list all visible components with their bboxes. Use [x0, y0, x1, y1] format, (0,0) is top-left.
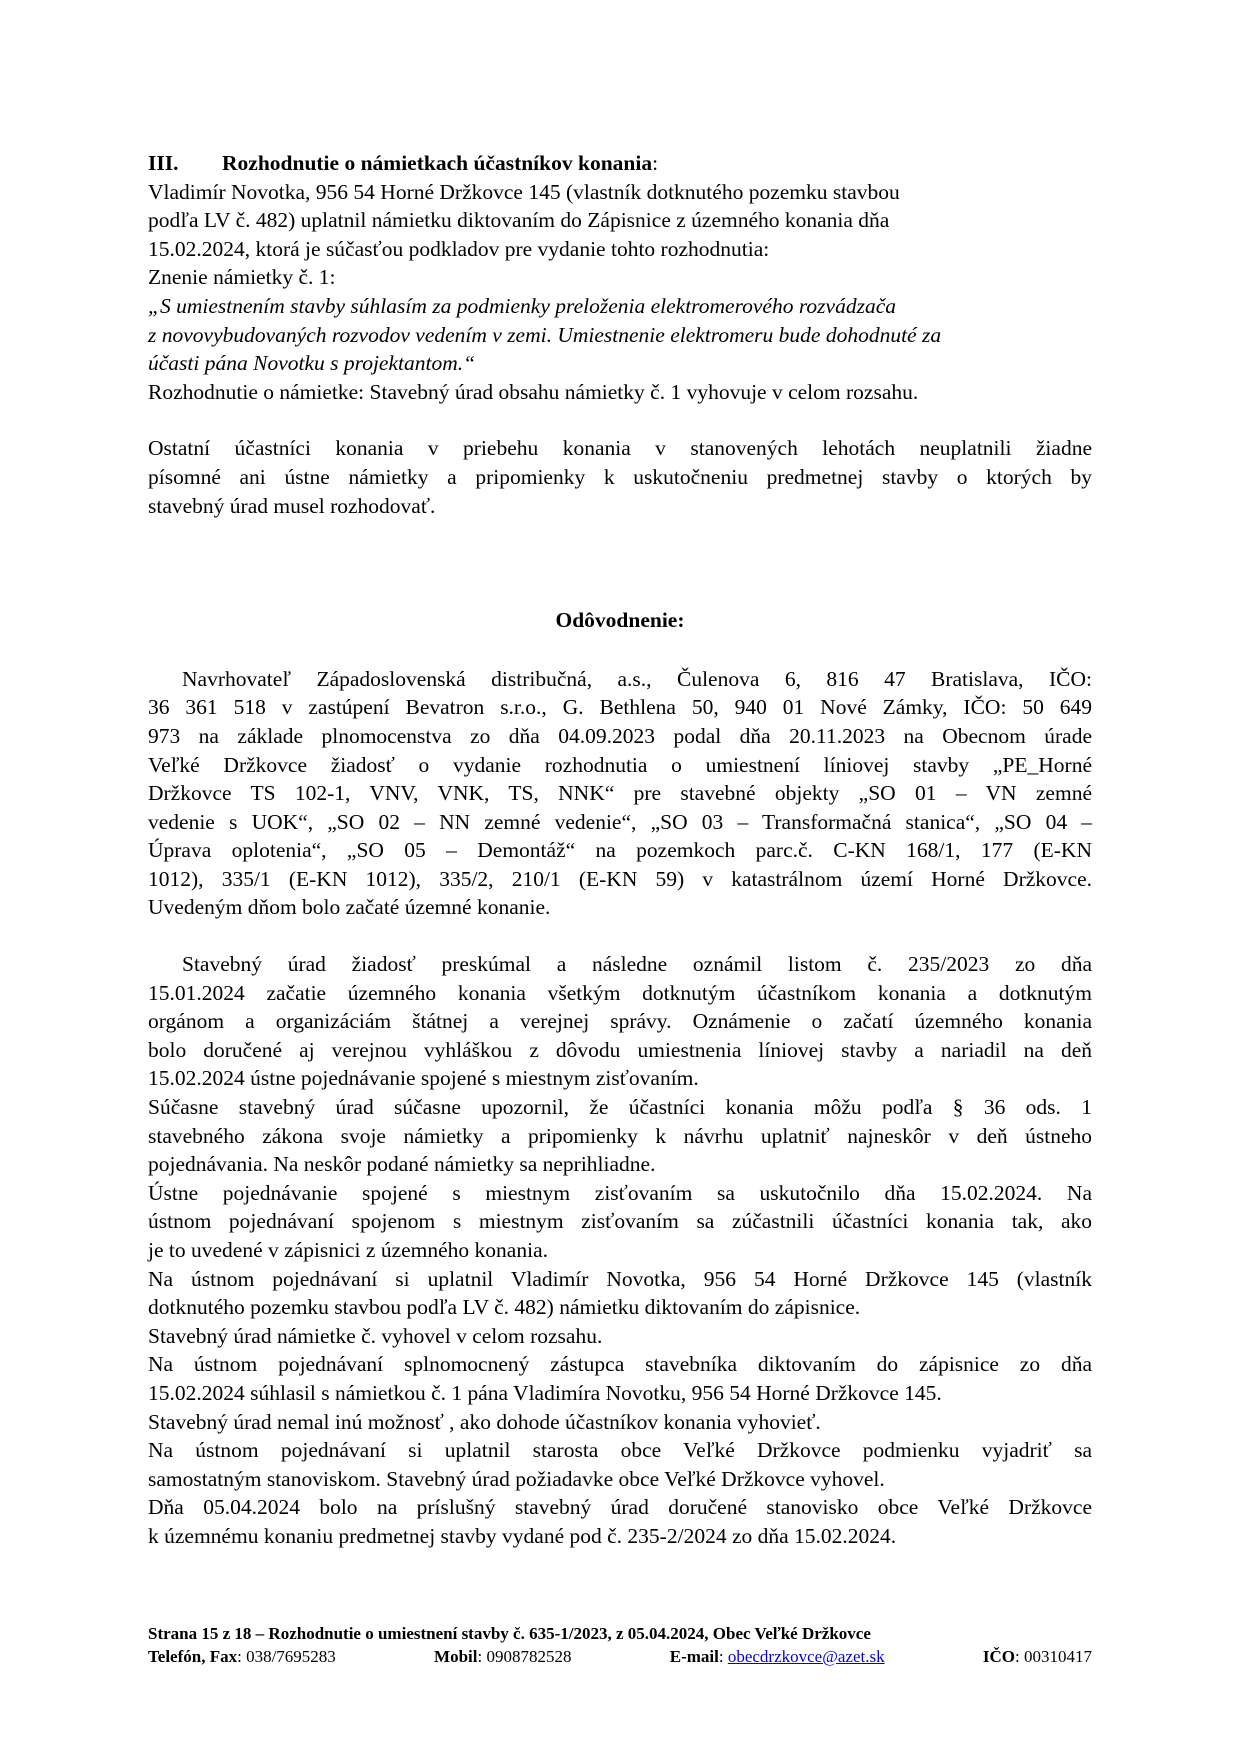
text-line: bolo doručené aj verejnou vyhláškou z dôvodu umiestnenia líniovej stavby a nariadil na deň: [148, 1037, 1092, 1062]
text-line: 15.02.2024 súhlasil s námietkou č. 1 pána Vladimíra Novotku, 956 54 Horné Držkovce 145.: [148, 1380, 942, 1405]
email-separator: :: [718, 1647, 728, 1666]
text-line: 973 na základe plnomocenstva zo dňa 04.09.2023 podal dňa 20.11.2023 na Obecnom úrade: [148, 723, 1092, 748]
objection-label: Znenie námietky č. 1:: [148, 265, 336, 290]
text-line: Súčasne stavebný úrad súčasne upozornil, že účastníci konania môžu podľa § 36 ods. 1: [148, 1095, 1092, 1120]
other-participants-paragraph: [148, 434, 1092, 520]
quote-line: „S umiestnením stavby súhlasím za podmienky preloženia elektromerového rozvádzača: [148, 293, 896, 318]
quote-line: z novovybudovaných rozvodov vedením v zemi. Umiestnenie elektromeru bude dohodnuté za: [148, 322, 942, 347]
quote-line: účasti pána Novotku s projektantom.“: [148, 351, 476, 376]
text-line: 15.02.2024 ústne pojednávanie spojené s miestnym zisťovaním.: [148, 1066, 699, 1091]
justification-title: Odôvodnenie:: [555, 608, 685, 633]
text-line: Veľké Držkovce žiadosť o vydanie rozhodnutia o umiestnení líniovej stavby „PE_Horné: [148, 752, 1092, 777]
footer-ico: [983, 1645, 1092, 1668]
objection-decision: Rozhodnutie o námietke: Stavebný úrad obsahu námietky č. 1 vyhovuje v celom rozsahu.: [148, 379, 919, 404]
section-number: III.: [148, 151, 179, 175]
section-heading: [148, 149, 1092, 178]
page-footer: [148, 1622, 1092, 1668]
text-line: Stavebný úrad nemal inú možnosť , ako dohode účastníkov konania vyhovieť.: [148, 1409, 821, 1434]
ico-value: : 00310417: [1014, 1647, 1092, 1666]
text-line: Dňa 05.04.2024 bolo na príslušný stavebný úrad doručené stanovisko obce Veľké Držkovce: [148, 1495, 1092, 1520]
section-title-colon: :: [652, 151, 659, 175]
text-line: Uvedeným dňom bolo začaté územné konanie.: [148, 895, 551, 920]
text-line: orgánom a organizáciám štátnej a verejnej správy. Oznámenie o začatí územného konania: [148, 1009, 1092, 1034]
objection-intro: [148, 178, 1092, 264]
text-line: Úprava oplotenia“, „SO 05 – Demontáž“ na pozemkoch parc.č. C-KN 168/1, 177 (E-KN: [148, 838, 1092, 863]
mobile-value: : 0908782528: [477, 1647, 572, 1666]
phone-label: Telefón, Fax: [148, 1647, 238, 1666]
text-line: je to uvedené v zápisnici z územného konania.: [148, 1238, 548, 1262]
text-line: Ostatní účastníci konania v priebehu konania v stanovených lehotách neuplatnili žiadne: [148, 436, 1092, 461]
spacer: [148, 520, 1092, 606]
text-line: stavebný úrad musel rozhodovať.: [148, 493, 436, 518]
text-line: Stavebný úrad žiadosť preskúmal a následne oznámil listom č. 235/2023 zo dňa: [182, 952, 1092, 977]
text-line: podľa LV č. 482) uplatnil námietku diktovaním do Zápisnice z územného konania dňa: [148, 208, 890, 233]
footer-mobile: [434, 1645, 571, 1668]
text-line: samostatným stanoviskom. Stavebný úrad požiadavke obce Veľké Držkovce vyhovel.: [148, 1466, 885, 1491]
text-line: vedenie s UOK“, „SO 02 – NN zemné vedenie“, „SO 03 – Transformačná stanica“, „SO 04 –: [148, 809, 1092, 834]
text-line: Na ústnom pojednávaní si uplatnil starosta obce Veľké Držkovce podmienku vyjadriť sa: [148, 1438, 1092, 1463]
text-line: dotknutého pozemku stavbou podľa LV č. 482) námietku diktovaním do zápisnice.: [148, 1295, 861, 1320]
spacer: [148, 406, 1092, 434]
text-line: pojednávania. Na neskôr podané námietky sa neprihliadne.: [148, 1152, 656, 1177]
text-line: Ústne pojednávanie spojené s miestnym zisťovaním sa uskutočnilo dňa 15.02.2024. Na: [148, 1180, 1092, 1205]
document-body: [148, 149, 1092, 1551]
text-line: Na ústnom pojednávaní si uplatnil Vladimír Novotka, 956 54 Horné Držkovce 145 (vlastník: [148, 1266, 1092, 1291]
justification-paragraph-2: [148, 950, 1092, 1550]
text-line: 15.01.2024 začatie územného konania všetkým dotknutým účastníkom konania a dotknutým: [148, 980, 1092, 1005]
section-title-wrap: [222, 149, 658, 178]
email-label: E-mail: [669, 1647, 719, 1666]
text-line: Na ústnom pojednávaní splnomocnený zástupca stavebníka diktovaním do zápisnice zo dňa: [148, 1352, 1092, 1377]
justification-paragraph-1: [148, 665, 1092, 922]
text-line: ústnom pojednávaní spojenom s miestnym zisťovaním sa zúčastnili účastníci konania tak, ako: [148, 1209, 1092, 1234]
footer-phone: [148, 1645, 336, 1668]
section-title: Rozhodnutie o námietkach účastníkov konania: [222, 151, 653, 175]
objection-quote: [148, 292, 1092, 378]
text-line: písomné ani ústne námietky a pripomienky k uskutočneniu predmetnej stavby o ktorých by: [148, 464, 1092, 489]
phone-value: : 038/7695283: [237, 1647, 336, 1666]
text-line: stavebného zákona svoje námietky a pripomienky k návrhu uplatniť najneskôr v deň ústneho: [148, 1123, 1092, 1148]
email-link[interactable]: obecdrzkovce@azet.sk: [727, 1647, 885, 1666]
text-line: 36 361 518 v zastúpení Bevatron s.r.o., G. Bethlena 50, 940 01 Nové Zámky, IČO: 50 649: [148, 695, 1092, 720]
text-line: Navrhovateľ Západoslovenská distribučná, a.s., Čulenova 6, 816 47 Bratislava, IČO:: [182, 666, 1092, 691]
text-line: Vladimír Novotka, 956 54 Horné Držkovce 145 (vlastník dotknutého pozemku stavbou: [148, 179, 900, 204]
mobile-label: Mobil: [434, 1647, 478, 1666]
spacer: [148, 635, 1092, 665]
spacer: [148, 922, 1092, 950]
footer-page-info: Strana 15 z 18 – Rozhodnutie o umiestnení stavby č. 635-1/2023, z 05.04.2024, Obec Veľké Držkovce: [148, 1624, 871, 1643]
text-line: 1012), 335/1 (E-KN 1012), 335/2, 210/1 (E-KN 59) v katastrálnom území Horné Držkovce.: [148, 866, 1092, 891]
footer-email: [670, 1645, 885, 1668]
text-line: 15.02.2024, ktorá je súčasťou podkladov pre vydanie tohto rozhodnutia:: [148, 236, 770, 261]
footer-contacts: [148, 1645, 1092, 1668]
text-line: k územnému konaniu predmetnej stavby vydané pod č. 235-2/2024 zo dňa 15.02.2024.: [148, 1523, 897, 1548]
text-line: Stavebný úrad námietke č. vyhovel v celom rozsahu.: [148, 1323, 603, 1348]
ico-label: IČO: [982, 1647, 1015, 1666]
text-line: Držkovce TS 102-1, VNV, VNK, TS, NNK“ pre stavebné objekty „SO 01 – VN zemné: [148, 781, 1092, 806]
